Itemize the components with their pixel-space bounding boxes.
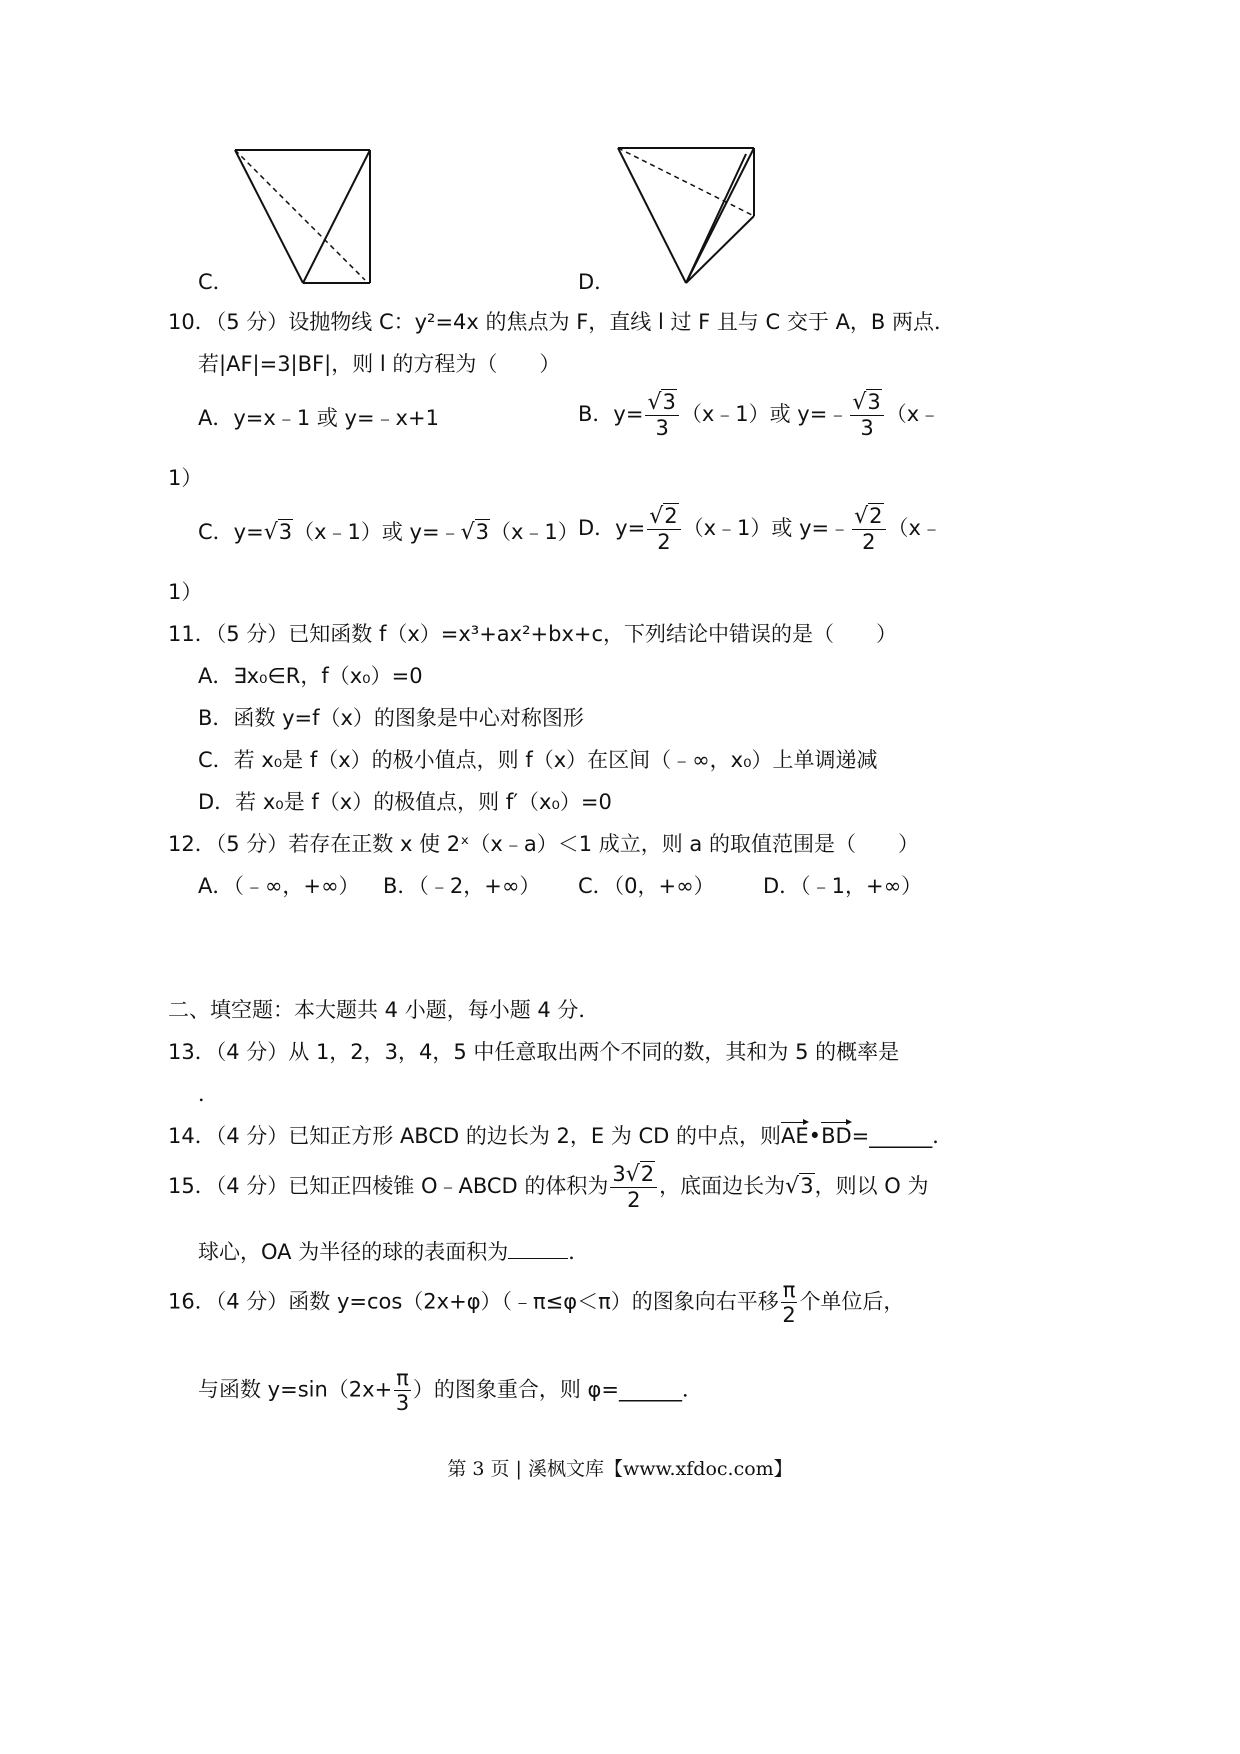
figure-c-label: C．	[198, 270, 234, 294]
q10-c-post: （x﹣1）	[490, 520, 579, 544]
q12-option-d: D．（﹣1，+∞）	[763, 874, 923, 898]
q10-d-mid: （x﹣1）或 y=﹣	[682, 516, 851, 540]
q10-d-post: （x﹣	[887, 516, 942, 540]
q15-post: ，则以 O 为	[814, 1174, 929, 1198]
q10-c-rad1: √3	[263, 520, 293, 545]
q13-stem: （4 分）从 1，2，3，4，5 中任意取出两个不同的数，其和为 5 的概率是	[215, 1040, 900, 1064]
q16-line2	[198, 1366, 703, 1415]
q15-tail: ．	[568, 1240, 590, 1264]
q11-option-a: A．∃x₀∈R，f（x₀）=0	[198, 664, 423, 688]
q15-frac-den: 2	[627, 1188, 641, 1212]
q15-line1	[168, 1162, 928, 1212]
q13-tail: ．	[198, 1082, 219, 1106]
q12-line	[168, 828, 919, 858]
figure-c	[225, 140, 385, 290]
q10-number: 10．	[168, 310, 216, 334]
q15-answer-blank	[508, 1238, 568, 1259]
q11-stem: （5 分）已知函数 f（x）=x³+ax²+bx+c，下列结论中错误的是（ ）	[215, 622, 898, 646]
q16-frac-den: 2	[782, 1303, 796, 1327]
q10-b-den1: 3	[655, 416, 669, 440]
q10-b-frac1: $\frac{√3}{3}$	[645, 390, 678, 440]
q15-side-rad: √3	[785, 1174, 814, 1199]
q10-stem: （5 分）设抛物线 C：y²=4x 的焦点为 F，直线 l 过 F 且与 C 交于 A，B 两点．	[215, 310, 956, 334]
q16-number: 16．	[168, 1289, 216, 1314]
q13-number: 13．	[168, 1040, 216, 1064]
q10-b-post: （x﹣	[885, 402, 941, 426]
figure-c-edge-diag	[303, 150, 370, 283]
section-2-title: 二、填空题：本大题共 4 小题，每小题 4 分．	[168, 998, 600, 1022]
q12-stem: （5 分）若存在正数 x 使 2ˣ（x﹣a）＜1 成立，则 a 的取值范围是（ ）	[215, 832, 919, 856]
q10-option-d	[578, 504, 942, 554]
q10-b-pre: B．y=	[578, 402, 644, 426]
q11-line	[168, 618, 897, 648]
q11-option-b: B．函数 y=f（x）的图象是中心对称图形	[198, 706, 584, 730]
figure-d-label: D．	[578, 270, 616, 294]
q11-option-d: D．若 x₀是 f（x）的极值点，则 f′（x₀）=0	[198, 790, 612, 814]
page-footer: 第 3 页 | 溪枫文库【www.xfdoc.com】	[447, 1458, 793, 1480]
q10-d-frac1: $\frac{√2}{2}$	[647, 504, 680, 554]
q10-b-mid: （x﹣1）或 y=﹣	[680, 402, 849, 426]
figure-d-edge-left	[618, 148, 686, 283]
q15-side-val: 3	[800, 1174, 814, 1198]
q10-b-num1: 3	[662, 390, 676, 414]
figure-d-edge-lower	[686, 216, 754, 283]
q16-line1	[168, 1278, 904, 1327]
q14-number: 14．	[168, 1124, 216, 1148]
figure-d-edge-inner	[686, 154, 746, 283]
q10-option-b-wrap: 1）	[168, 466, 203, 490]
q16-post: 个单位后，	[799, 1289, 905, 1314]
q10-d-num2: 2	[869, 504, 883, 528]
q10-d-frac2: $\frac{√2}{2}$	[852, 504, 885, 554]
q16-shift-frac	[781, 1278, 798, 1327]
q10-option-c	[198, 516, 579, 546]
q16-frac2-den: 3	[395, 1391, 410, 1415]
q10-option-b	[578, 390, 940, 440]
q14-tail: =______．	[851, 1124, 954, 1148]
figure-d	[610, 140, 770, 290]
q10-b-frac2: $\frac{√3}{3}$	[850, 390, 883, 440]
q12-option-b: B．（﹣2，+∞）	[383, 874, 541, 898]
q11-option-c: C．若 x₀是 f（x）的极小值点，则 f（x）在区间（﹣∞，x₀）上单调递减	[198, 748, 878, 772]
q15-line2	[198, 1236, 589, 1266]
q15-line2-text: 球心，OA 为半径的球的表面积为	[198, 1240, 509, 1264]
q10-option-d-wrap: 1）	[168, 580, 203, 604]
q10-c-mid: （x﹣1）或 y=﹣	[293, 520, 461, 544]
q10-d-num1: 2	[664, 504, 678, 528]
q13-line	[168, 1036, 899, 1066]
q10-b-den2: 3	[860, 416, 874, 440]
q15-volume-frac: $\frac{3√2}{2}$	[610, 1162, 657, 1212]
q10-line1	[168, 306, 955, 336]
q16-line2-post: ）的图象重合，则 φ=______．	[412, 1377, 703, 1402]
q15-frac-rad: 2	[640, 1162, 655, 1186]
q16-line2-pre: 与函数 y=sin（2x+	[198, 1377, 393, 1402]
q15-mid: ，底面边长为	[659, 1174, 786, 1198]
q15-pre: （4 分）已知正四棱锥 O﹣ABCD 的体积为	[215, 1174, 609, 1198]
q12-option-a: A．（﹣∞，+∞）	[198, 874, 360, 898]
figure-c-hidden-edge	[235, 150, 365, 280]
q14-stem: （4 分）已知正方形 ABCD 的边长为 2，E 为 CD 的中点，则	[215, 1124, 782, 1148]
q10-d-den2: 2	[862, 530, 876, 554]
q14-vector-bd: BD	[821, 1120, 852, 1148]
q14-vector-ae: AE	[781, 1120, 809, 1148]
q10-d-den1: 2	[657, 530, 671, 554]
q15-number: 15．	[168, 1174, 216, 1198]
q10-c-rad2: √3	[460, 520, 489, 545]
q10-c-pre: C．y=	[198, 520, 264, 544]
q16-frac-num: π	[782, 1278, 796, 1302]
q10-option-a: A．y=x﹣1 或 y=﹣x+1	[198, 406, 439, 430]
q10-c-r1: 3	[278, 520, 293, 544]
q11-number: 11．	[168, 622, 216, 646]
figure-c-edge-left	[235, 150, 303, 283]
q10-line2: 若|AF|=3|BF|，则 l 的方程为（ ）	[198, 352, 561, 376]
q16-phase-frac	[394, 1366, 411, 1415]
q16-frac2-num: π	[396, 1366, 409, 1390]
q10-b-num2: 3	[867, 390, 881, 414]
q16-pre: （4 分）函数 y=cos（2x+φ）（﹣π≤φ＜π）的图象向右平移	[215, 1289, 779, 1314]
q12-number: 12．	[168, 832, 216, 856]
q10-c-r2: 3	[475, 520, 489, 544]
q14-line	[168, 1120, 953, 1150]
q15-frac-coef: 3	[612, 1162, 626, 1186]
q10-d-pre: D．y=	[578, 516, 646, 540]
q14-dot: •	[808, 1124, 822, 1148]
q12-option-c: C．（0，+∞）	[578, 874, 715, 898]
